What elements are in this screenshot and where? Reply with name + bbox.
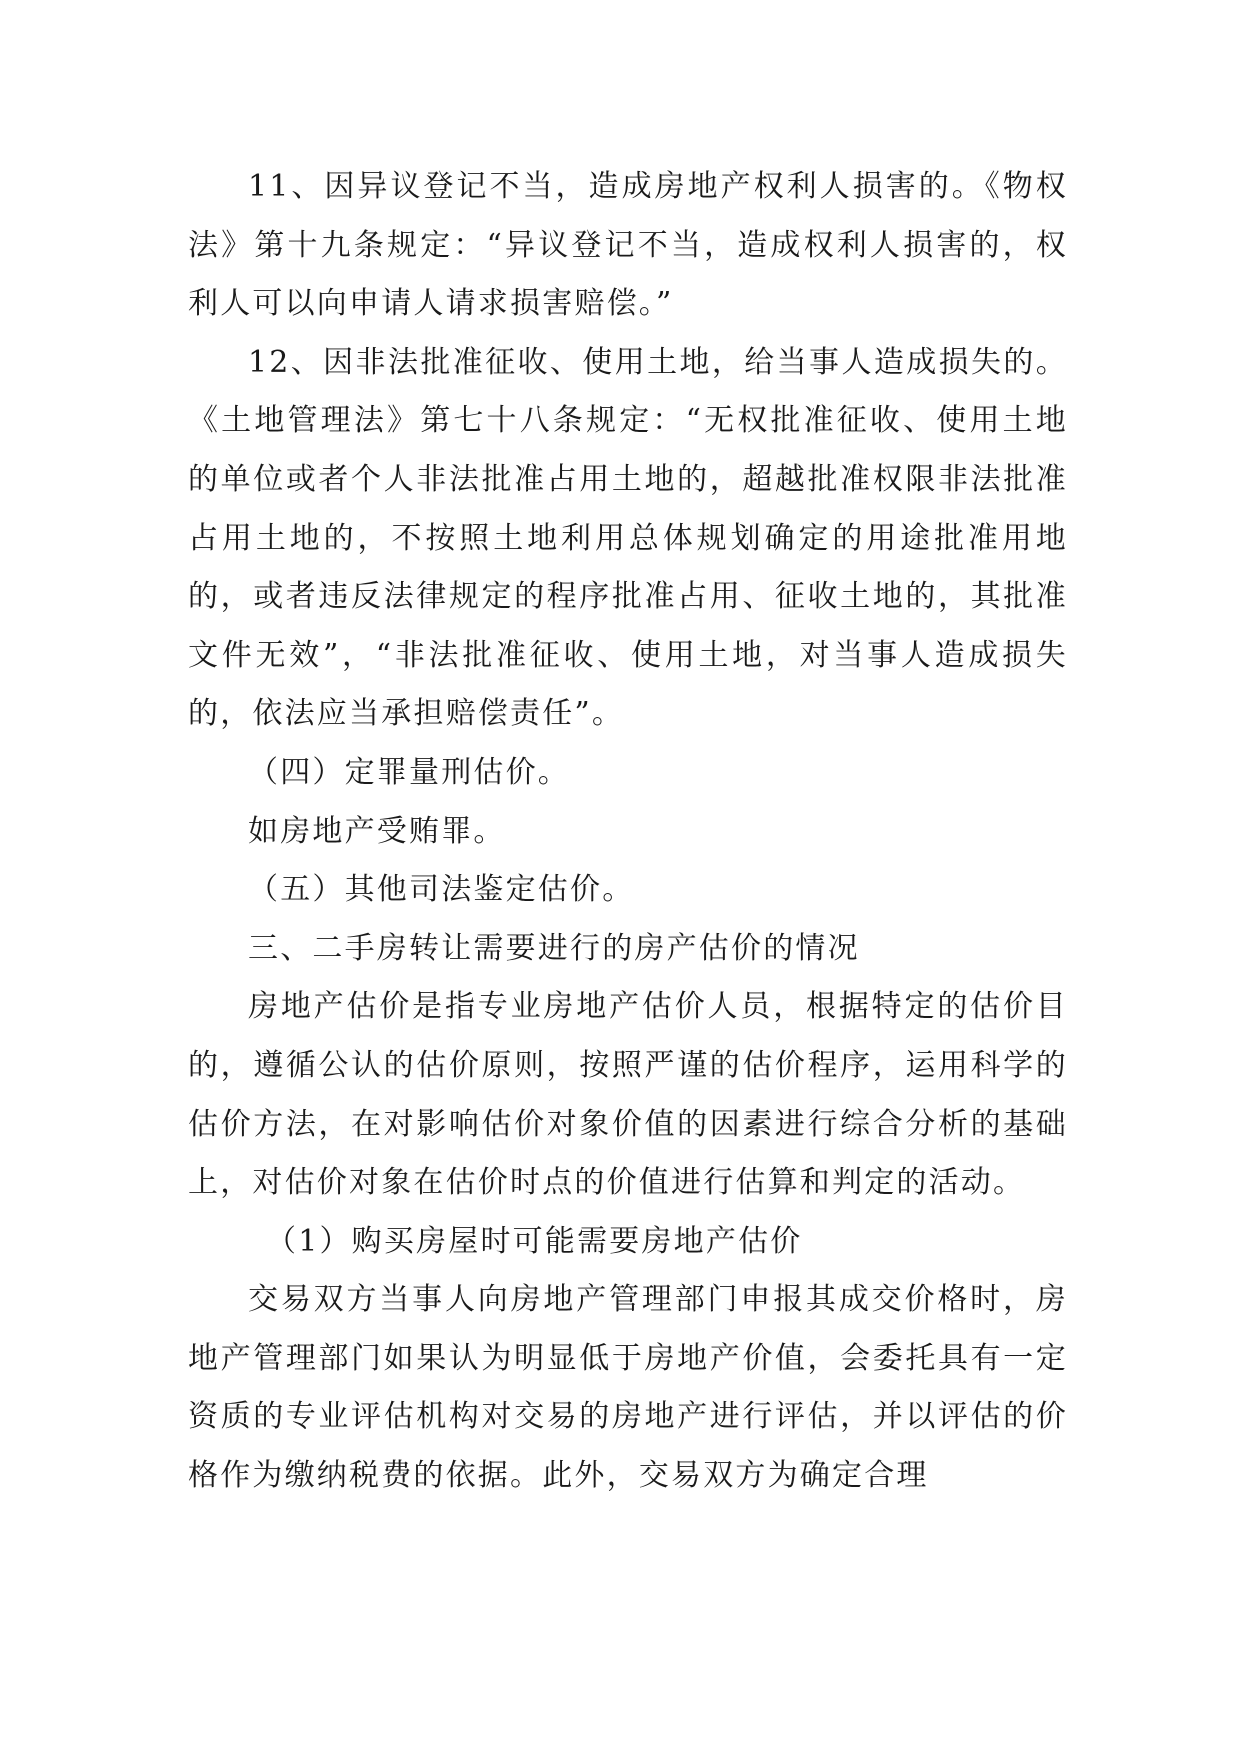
- paragraph-example: 如房地产受贿罪。: [248, 813, 506, 849]
- paragraph-definition: 房地产估价是指专业房地产估价人员，根据特定的估价目的，遵循公认的估价原则，按照严谨的估价程序，运用科学的估价方法，在对影响估价对象价值的因素进行综合分析的基础上，对估价对象在估价时点的价值进行估算和判定的活动。: [188, 989, 1068, 1201]
- document-body: [188, 158, 1068, 1506]
- section-heading-three: 三、二手房转让需要进行的房产估价的情况: [248, 930, 860, 966]
- section-heading-four: （四）定罪量刑估价。: [248, 754, 570, 790]
- paragraph-item-12: 12、因非法批准征收、使用土地，给当事人造成损失的。《土地管理法》第七十八条规定：“无权批准征收、使用土地的单位或者个人非法批准占用土地的，超越批准权限非法批准占用土地的，不按照土地利用总体规划确定的用途批准用地的，或者违反法律规定的程序批准占用、征收土地的，其批准文件无效”，“非法批准征收、使用土地，对当事人造成损失的，依法应当承担赔偿责任”。: [188, 344, 1068, 732]
- paragraph-item-11: 11、因异议登记不当，造成房地产权利人损害的。《物权法》第十九条规定：“异议登记不当，造成权利人损害的，权利人可以向申请人请求损害赔偿。”: [188, 169, 1068, 322]
- paragraph-transaction: 交易双方当事人向房地产管理部门申报其成交价格时，房地产管理部门如果认为明显低于房地产价值，会委托具有一定资质的专业评估机构对交易的房地产进行评估，并以评估的价格作为缴纳税费的依据。此外，交易双方为确定合理: [188, 1282, 1068, 1494]
- section-heading-five: （五）其他司法鉴定估价。: [248, 872, 635, 908]
- subheading-one: （1）购买房屋时可能需要房地产估价: [266, 1223, 803, 1259]
